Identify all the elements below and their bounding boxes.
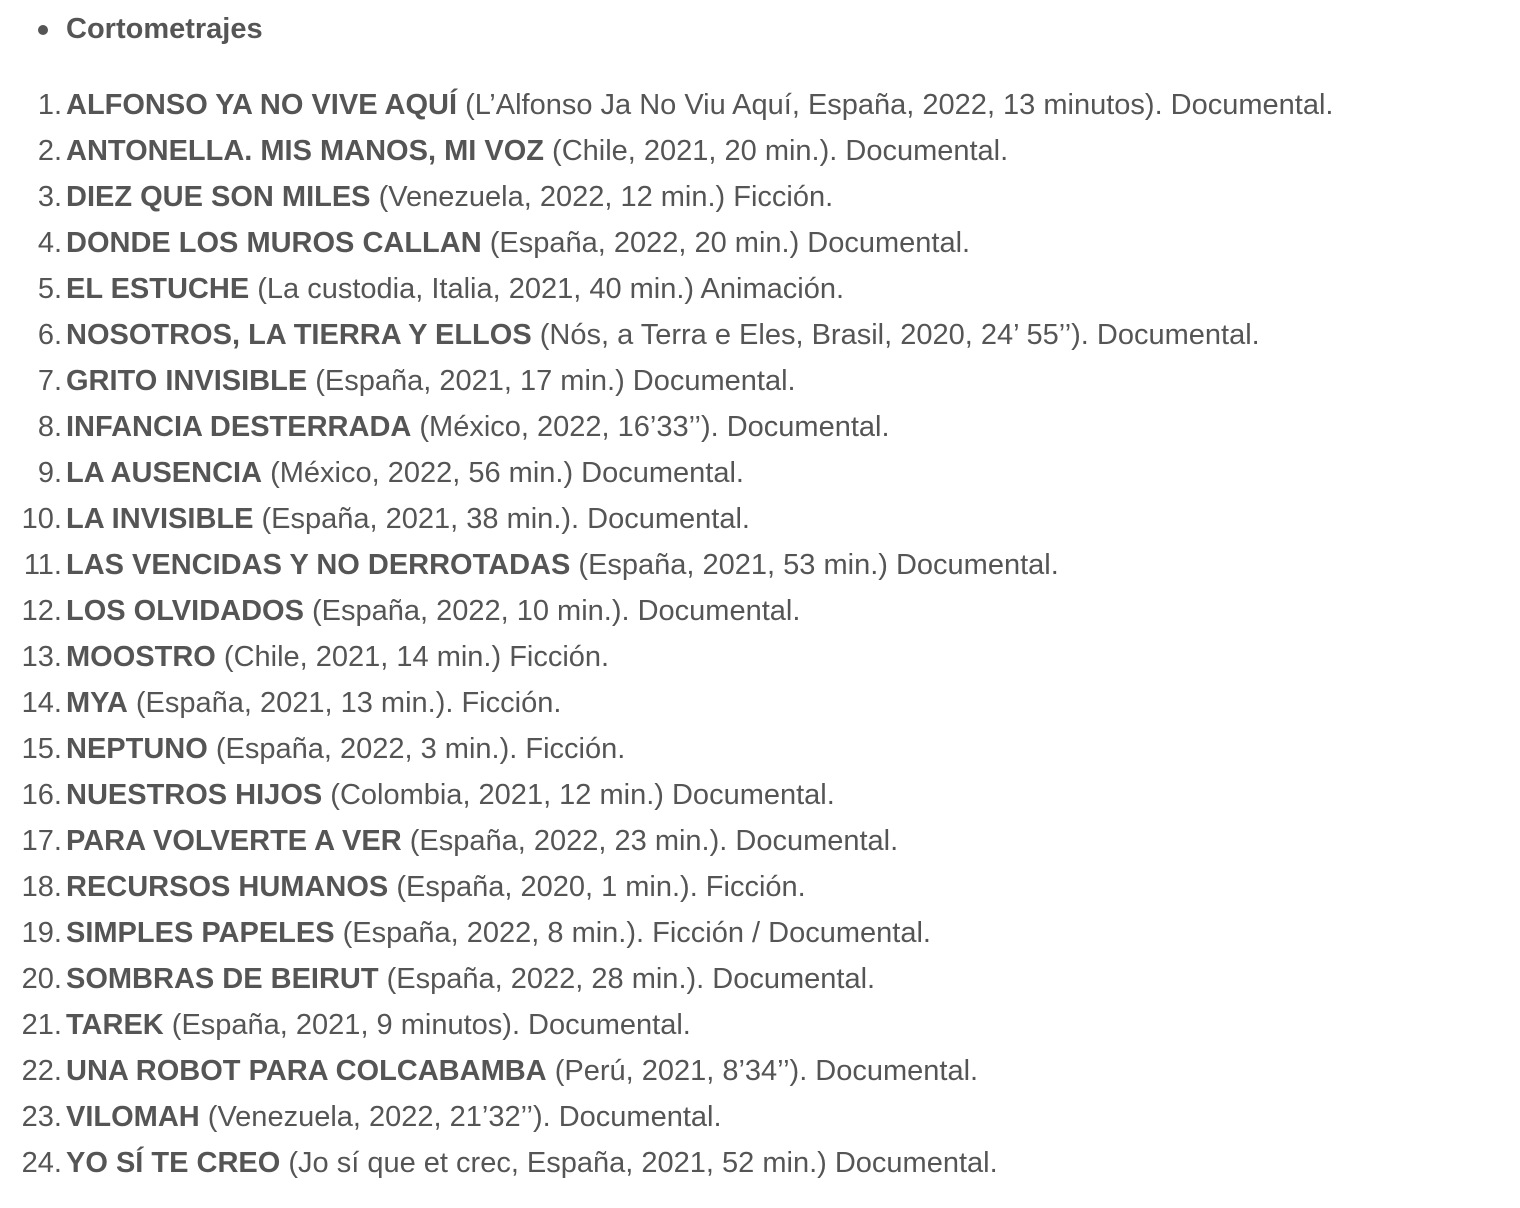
section-list	[0, 10, 263, 48]
film-number: 21.	[21, 1009, 62, 1041]
film-title: NUESTROS HIJOS	[66, 779, 323, 811]
film-number: 10.	[21, 503, 62, 535]
film-title: PARA VOLVERTE A VER	[66, 825, 402, 857]
film-item	[0, 266, 1500, 312]
film-title: LA AUSENCIA	[66, 457, 263, 489]
film-title: RECURSOS HUMANOS	[66, 871, 389, 903]
film-number: 12.	[21, 595, 62, 627]
film-details: (España, 2021, 53 min.) Documental.	[578, 549, 1059, 581]
film-item	[0, 404, 1500, 450]
film-number: 23.	[21, 1101, 62, 1133]
film-number: 20.	[21, 963, 62, 995]
film-details: (Jo sí que et crec, España, 2021, 52 min.) Documental.	[288, 1147, 998, 1179]
film-number: 3.	[37, 181, 62, 213]
film-details: (Venezuela, 2022, 21’32’’). Documental.	[207, 1101, 722, 1133]
film-title: SIMPLES PAPELES	[66, 917, 335, 949]
film-details: (Nós, a Terra e Eles, Brasil, 2020, 24’ 55’’). Documental.	[539, 319, 1260, 351]
film-item	[0, 588, 1500, 634]
film-title: GRITO INVISIBLE	[66, 365, 308, 397]
film-item	[0, 542, 1500, 588]
film-item	[0, 496, 1500, 542]
film-number: 14.	[21, 687, 62, 719]
film-details: (Chile, 2021, 20 min.). Documental.	[552, 135, 1009, 167]
film-number: 8.	[37, 411, 62, 443]
film-title: NOSOTROS, LA TIERRA Y ELLOS	[66, 319, 532, 351]
film-title: VILOMAH	[66, 1101, 200, 1133]
film-title: YO SÍ TE CREO	[66, 1147, 281, 1179]
film-number: 15.	[21, 733, 62, 765]
film-item	[0, 128, 1500, 174]
film-details: (México, 2022, 56 min.) Documental.	[270, 457, 744, 489]
film-details: (Chile, 2021, 14 min.) Ficción.	[223, 641, 610, 673]
film-item	[0, 1048, 1500, 1094]
film-details: (Venezuela, 2022, 12 min.) Ficción.	[378, 181, 834, 213]
film-title: MOOSTRO	[66, 641, 216, 673]
film-item	[0, 818, 1500, 864]
film-title: EL ESTUCHE	[66, 273, 250, 305]
film-item	[0, 772, 1500, 818]
section-label: Cortometrajes	[66, 13, 263, 45]
film-number: 19.	[21, 917, 62, 949]
film-title: ALFONSO YA NO VIVE AQUÍ	[66, 89, 458, 121]
film-details: (España, 2021, 38 min.). Documental.	[261, 503, 750, 535]
film-item	[0, 174, 1500, 220]
film-details: (España, 2022, 10 min.). Documental.	[311, 595, 801, 627]
film-number: 13.	[21, 641, 62, 673]
film-title: SOMBRAS DE BEIRUT	[66, 963, 379, 995]
film-number: 4.	[37, 227, 62, 259]
film-details: (España, 2022, 20 min.) Documental.	[489, 227, 971, 259]
film-number: 5.	[37, 273, 62, 305]
film-number: 22.	[21, 1055, 62, 1087]
film-item	[0, 864, 1500, 910]
film-title: ANTONELLA. MIS MANOS, MI VOZ	[66, 135, 544, 167]
bullet-icon	[38, 25, 48, 35]
section-heading-cortometrajes	[0, 10, 263, 48]
film-details: (España, 2022, 8 min.). Ficción / Documental.	[342, 917, 931, 949]
film-number: 17.	[21, 825, 62, 857]
film-details: (España, 2022, 28 min.). Documental.	[386, 963, 876, 995]
film-number: 9.	[37, 457, 62, 489]
film-title: MYA	[66, 687, 128, 719]
film-details: (España, 2021, 13 min.). Ficción.	[135, 687, 562, 719]
film-details: (España, 2022, 3 min.). Ficción.	[215, 733, 626, 765]
film-item	[0, 82, 1500, 128]
film-details: (Colombia, 2021, 12 min.) Documental.	[330, 779, 835, 811]
film-item	[0, 1140, 1500, 1186]
film-title: UNA ROBOT PARA COLCABAMBA	[66, 1055, 547, 1087]
film-number: 16.	[21, 779, 62, 811]
film-title: INFANCIA DESTERRADA	[66, 411, 412, 443]
film-item	[0, 634, 1500, 680]
film-details: (España, 2021, 9 minutos). Documental.	[171, 1009, 691, 1041]
film-title: LOS OLVIDADOS	[66, 595, 304, 627]
film-details: (España, 2020, 1 min.). Ficción.	[396, 871, 806, 903]
film-item	[0, 220, 1500, 266]
film-item	[0, 726, 1500, 772]
film-details: (Perú, 2021, 8’34’’). Documental.	[554, 1055, 979, 1087]
film-title: DONDE LOS MUROS CALLAN	[66, 227, 482, 259]
film-details: (México, 2022, 16’33’’). Documental.	[419, 411, 890, 443]
film-details: (España, 2022, 23 min.). Documental.	[409, 825, 899, 857]
film-title: DIEZ QUE SON MILES	[66, 181, 371, 213]
film-item	[0, 910, 1500, 956]
film-details: (España, 2021, 17 min.) Documental.	[315, 365, 796, 397]
film-details: (La custodia, Italia, 2021, 40 min.) Animación.	[257, 273, 845, 305]
film-number: 24.	[21, 1147, 62, 1179]
film-number: 11.	[23, 549, 62, 581]
film-number: 1.	[37, 89, 62, 121]
film-item	[0, 1094, 1500, 1140]
film-number: 6.	[37, 319, 62, 351]
film-number: 18.	[21, 871, 62, 903]
films-list	[0, 82, 1500, 1186]
film-item	[0, 312, 1500, 358]
film-item	[0, 358, 1500, 404]
film-item	[0, 1002, 1500, 1048]
film-details: (L’Alfonso Ja No Viu Aquí, España, 2022, 13 minutos). Documental.	[465, 89, 1334, 121]
film-item	[0, 450, 1500, 496]
film-item	[0, 680, 1500, 726]
film-title: NEPTUNO	[66, 733, 208, 765]
film-title: TAREK	[66, 1009, 164, 1041]
film-item	[0, 956, 1500, 1002]
film-number: 7.	[37, 365, 62, 397]
film-number: 2.	[37, 135, 62, 167]
film-title: LA INVISIBLE	[66, 503, 254, 535]
film-title: LAS VENCIDAS Y NO DERROTADAS	[66, 549, 571, 581]
